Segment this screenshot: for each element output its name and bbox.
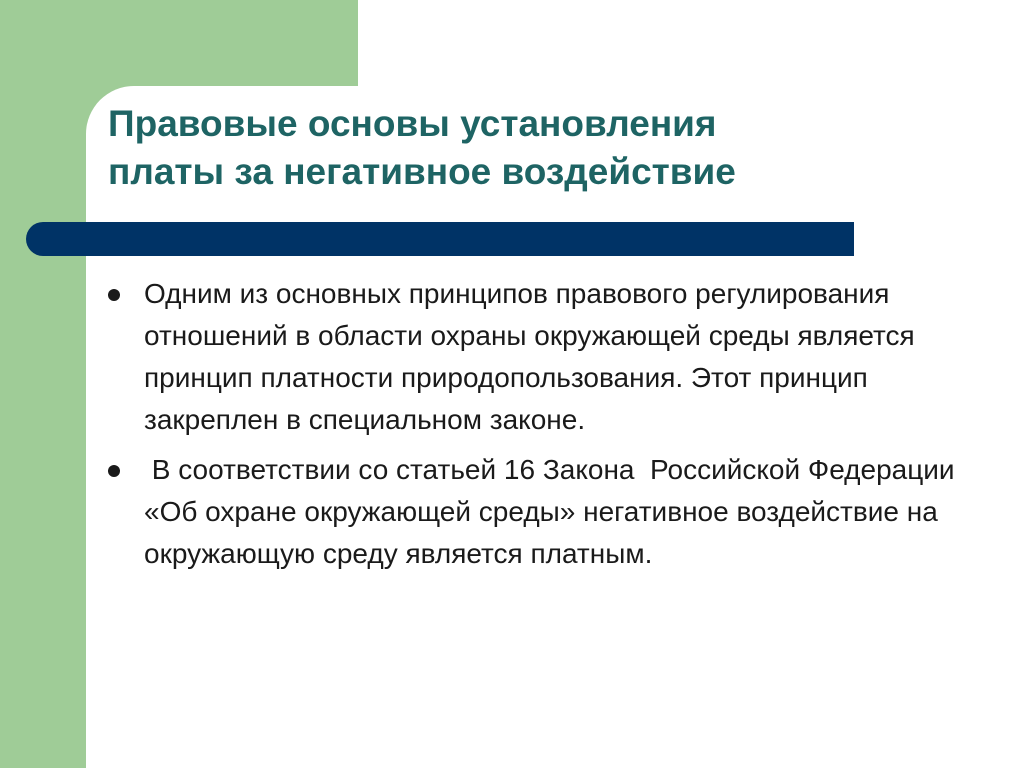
bullet-dot-icon [108,465,120,477]
bullet-dot-icon [108,289,120,301]
slide-title [108,100,988,196]
title-divider-bar [26,222,854,256]
bullet-text: В соответствии со статьей 16 Закона Российской Федерации «Об охране окружающей среды» негативное воздействие на окружающую среду является платным. [144,454,963,569]
slide-title-line-1: Правовые основы установления [108,103,717,144]
slide-title-line-2: платы за негативное воздействие [108,151,736,192]
bullet-text: Одним из основных принципов правового регулирования отношений в области охраны окружающей среды является принцип платности природопользования. Этот принцип закреплен в специальном законе. [144,278,915,435]
bullet-item [100,449,970,575]
bullet-list [100,273,970,583]
bullet-item [100,273,970,441]
